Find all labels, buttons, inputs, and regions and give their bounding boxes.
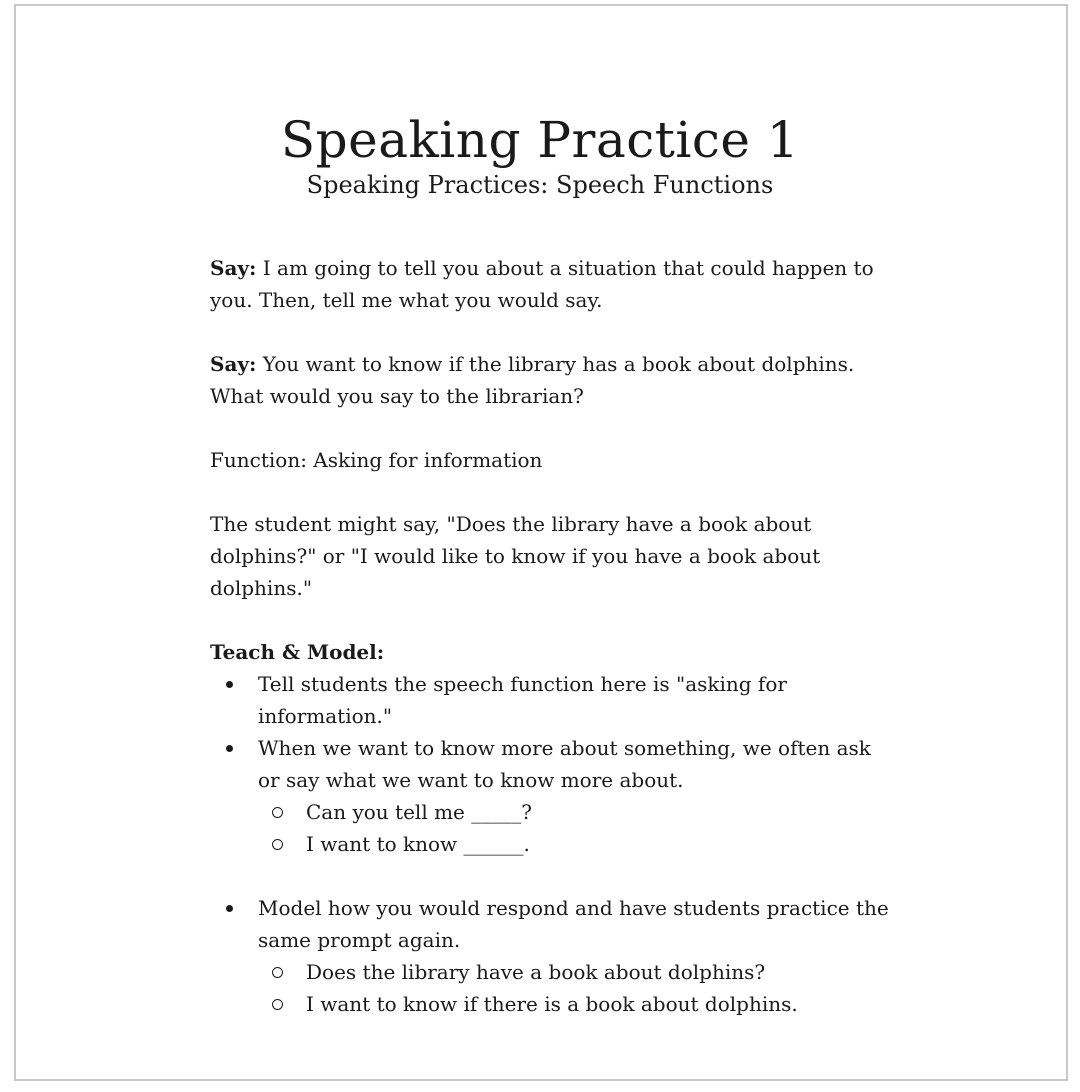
- list-item-text: When we want to know more about something, we often ask or say what we want to know more about.: [258, 736, 871, 792]
- instruction-paragraph-1: [210, 252, 890, 316]
- list-item: [210, 892, 890, 1020]
- teach-model-list: [210, 668, 890, 860]
- sub-list-item: I want to know if there is a book about dolphins.: [258, 988, 890, 1020]
- sub-list-item: Can you tell me _____?: [258, 796, 890, 828]
- say-label: Say:: [210, 256, 257, 280]
- sub-list-item: Does the library have a book about dolphins?: [258, 956, 890, 988]
- instruction-text-2: You want to know if the library has a book about dolphins. What would you say to the librarian?: [210, 352, 855, 408]
- student-response-paragraph: The student might say, "Does the library have a book about dolphins?" or "I would like to know if you have a book about dolphins.": [210, 512, 821, 600]
- list-item: [210, 732, 890, 860]
- function-line: Function: Asking for information: [210, 448, 543, 472]
- document-body: [210, 252, 890, 1020]
- say-label: Say:: [210, 352, 257, 376]
- list-item: Tell students the speech function here is "asking for information.": [210, 668, 890, 732]
- page-title: Speaking Practice 1: [280, 111, 800, 169]
- teach-model-heading: Teach & Model:: [210, 640, 385, 664]
- page-subtitle: Speaking Practices: Speech Functions: [306, 171, 774, 199]
- instruction-text-1: I am going to tell you about a situation that could happen to you. Then, tell me what you would say.: [210, 256, 874, 312]
- list-item-text: Model how you would respond and have students practice the same prompt again.: [258, 896, 889, 952]
- sub-list: [258, 796, 890, 860]
- teach-model-list-2: [210, 892, 890, 1020]
- spacer: [210, 860, 890, 892]
- sub-list: [258, 956, 890, 1020]
- sub-list-item: I want to know ______.: [258, 828, 890, 860]
- instruction-paragraph-2: [210, 348, 890, 412]
